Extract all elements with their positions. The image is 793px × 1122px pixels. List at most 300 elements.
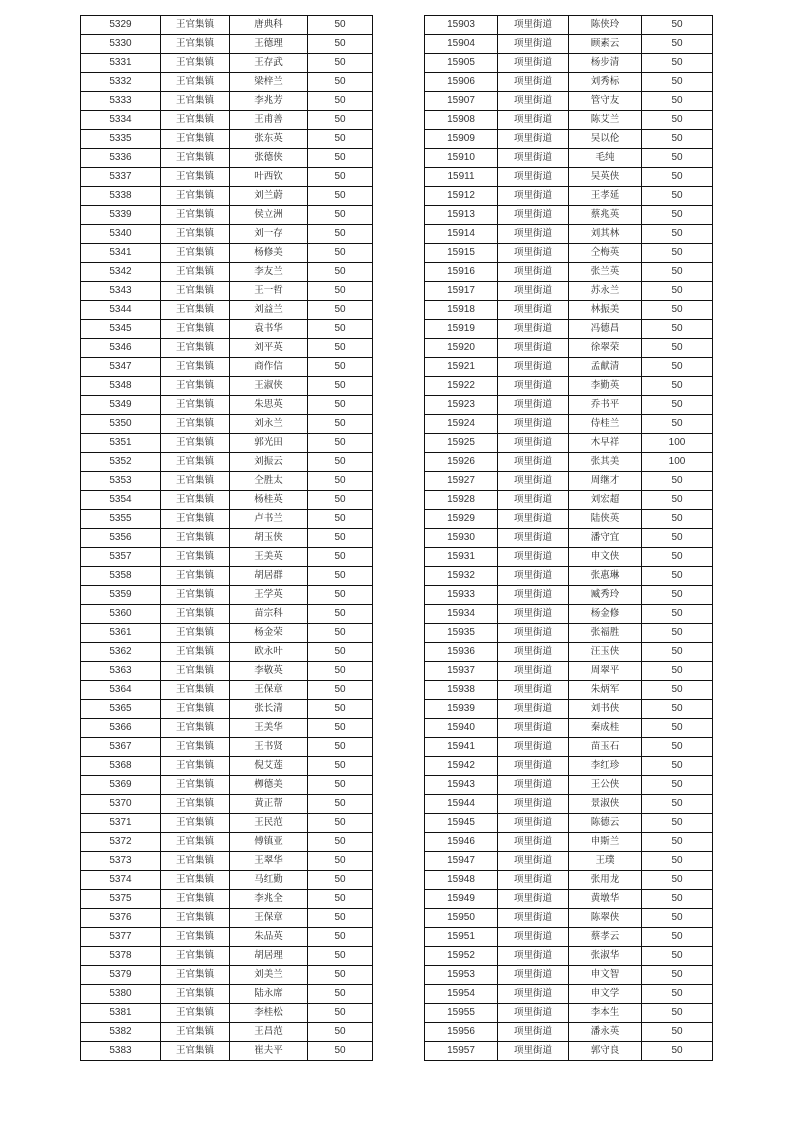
town-cell: 王官集镇 — [161, 586, 230, 605]
town-cell: 王官集镇 — [161, 909, 230, 928]
town-cell: 王官集镇 — [161, 681, 230, 700]
town-cell: 项里街道 — [498, 795, 569, 814]
table-row — [81, 795, 373, 814]
amount-cell: 50 — [308, 339, 373, 358]
serial-number-cell: 5330 — [81, 35, 161, 54]
name-cell: 陈德云 — [569, 814, 642, 833]
town-cell: 王官集镇 — [161, 396, 230, 415]
table-row — [425, 795, 713, 814]
amount-cell: 50 — [308, 548, 373, 567]
serial-number-cell: 15945 — [425, 814, 498, 833]
name-cell: 张兰英 — [569, 263, 642, 282]
serial-number-cell: 5376 — [81, 909, 161, 928]
table-row — [425, 320, 713, 339]
town-cell: 王官集镇 — [161, 757, 230, 776]
table-row — [425, 719, 713, 738]
table-row — [425, 757, 713, 776]
name-cell: 王存武 — [230, 54, 308, 73]
name-cell: 管守友 — [569, 92, 642, 111]
town-cell: 项里街道 — [498, 130, 569, 149]
amount-cell: 50 — [642, 1042, 713, 1061]
name-cell: 倪艾莲 — [230, 757, 308, 776]
serial-number-cell: 5355 — [81, 510, 161, 529]
table-row — [81, 1023, 373, 1042]
serial-number-cell: 5368 — [81, 757, 161, 776]
serial-number-cell: 15953 — [425, 966, 498, 985]
name-cell: 李敬英 — [230, 662, 308, 681]
serial-number-cell: 5362 — [81, 643, 161, 662]
town-cell: 项里街道 — [498, 320, 569, 339]
serial-number-cell: 15937 — [425, 662, 498, 681]
name-cell: 周继才 — [569, 472, 642, 491]
town-cell: 项里街道 — [498, 814, 569, 833]
serial-number-cell: 5344 — [81, 301, 161, 320]
amount-cell: 50 — [308, 510, 373, 529]
amount-cell: 50 — [308, 605, 373, 624]
name-cell: 王甫善 — [230, 111, 308, 130]
name-cell: 刘振云 — [230, 453, 308, 472]
town-cell: 项里街道 — [498, 206, 569, 225]
town-cell: 王官集镇 — [161, 719, 230, 738]
serial-number-cell: 15910 — [425, 149, 498, 168]
name-cell: 刘兰蔚 — [230, 187, 308, 206]
amount-cell: 50 — [308, 738, 373, 757]
amount-cell: 50 — [308, 529, 373, 548]
table-row — [425, 529, 713, 548]
amount-cell: 50 — [308, 567, 373, 586]
table-row — [81, 377, 373, 396]
amount-cell: 50 — [308, 1042, 373, 1061]
name-cell: 徐翠荣 — [569, 339, 642, 358]
amount-cell: 50 — [308, 700, 373, 719]
amount-cell: 50 — [642, 339, 713, 358]
amount-cell: 50 — [642, 16, 713, 35]
town-cell: 项里街道 — [498, 358, 569, 377]
table-row — [425, 16, 713, 35]
town-cell: 王官集镇 — [161, 833, 230, 852]
serial-number-cell: 5379 — [81, 966, 161, 985]
table-row — [81, 890, 373, 909]
amount-cell: 50 — [642, 301, 713, 320]
name-cell: 王公侠 — [569, 776, 642, 795]
serial-number-cell: 5329 — [81, 16, 161, 35]
name-cell: 顾素云 — [569, 35, 642, 54]
table-row — [425, 187, 713, 206]
serial-number-cell: 15925 — [425, 434, 498, 453]
name-cell: 王书贤 — [230, 738, 308, 757]
town-cell: 王官集镇 — [161, 1042, 230, 1061]
name-cell: 陆侠英 — [569, 510, 642, 529]
name-cell: 袁书华 — [230, 320, 308, 339]
serial-number-cell: 5350 — [81, 415, 161, 434]
table-row — [425, 1023, 713, 1042]
name-cell: 蔡兆英 — [569, 206, 642, 225]
serial-number-cell: 5383 — [81, 1042, 161, 1061]
name-cell: 李兆全 — [230, 890, 308, 909]
town-cell: 王官集镇 — [161, 795, 230, 814]
amount-cell: 50 — [642, 624, 713, 643]
town-cell: 项里街道 — [498, 548, 569, 567]
table-row — [81, 529, 373, 548]
amount-cell: 50 — [308, 149, 373, 168]
town-cell: 王官集镇 — [161, 35, 230, 54]
amount-cell: 50 — [642, 1004, 713, 1023]
amount-cell: 50 — [642, 491, 713, 510]
name-cell: 王淑侠 — [230, 377, 308, 396]
town-cell: 王官集镇 — [161, 852, 230, 871]
table-row — [81, 358, 373, 377]
name-cell: 商作信 — [230, 358, 308, 377]
name-cell: 苏永兰 — [569, 282, 642, 301]
town-cell: 王官集镇 — [161, 605, 230, 624]
table-row — [425, 377, 713, 396]
serial-number-cell: 15943 — [425, 776, 498, 795]
serial-number-cell: 15926 — [425, 453, 498, 472]
name-cell: 杨步清 — [569, 54, 642, 73]
name-cell: 刘永兰 — [230, 415, 308, 434]
table-row — [425, 111, 713, 130]
serial-number-cell: 5332 — [81, 73, 161, 92]
town-cell: 王官集镇 — [161, 567, 230, 586]
amount-cell: 50 — [642, 92, 713, 111]
table-row — [81, 301, 373, 320]
town-cell: 项里街道 — [498, 491, 569, 510]
name-cell: 景淑侠 — [569, 795, 642, 814]
name-cell: 李红珍 — [569, 757, 642, 776]
town-cell: 项里街道 — [498, 16, 569, 35]
amount-cell: 50 — [642, 187, 713, 206]
serial-number-cell: 5359 — [81, 586, 161, 605]
name-cell: 仝梅英 — [569, 244, 642, 263]
name-cell: 张东英 — [230, 130, 308, 149]
amount-cell: 50 — [642, 567, 713, 586]
serial-number-cell: 15912 — [425, 187, 498, 206]
table-row — [425, 814, 713, 833]
town-cell: 王官集镇 — [161, 377, 230, 396]
name-cell: 刘一存 — [230, 225, 308, 244]
table-row — [81, 320, 373, 339]
serial-number-cell: 5367 — [81, 738, 161, 757]
amount-cell: 50 — [642, 73, 713, 92]
name-cell: 申斯兰 — [569, 833, 642, 852]
town-cell: 项里街道 — [498, 301, 569, 320]
amount-cell: 50 — [308, 453, 373, 472]
table-row — [81, 35, 373, 54]
town-cell: 王官集镇 — [161, 301, 230, 320]
table-row — [81, 339, 373, 358]
table-row — [81, 624, 373, 643]
town-cell: 项里街道 — [498, 168, 569, 187]
amount-cell: 50 — [308, 852, 373, 871]
amount-cell: 50 — [308, 1004, 373, 1023]
name-cell: 张用龙 — [569, 871, 642, 890]
town-cell: 项里街道 — [498, 567, 569, 586]
town-cell: 王官集镇 — [161, 130, 230, 149]
amount-cell: 50 — [642, 757, 713, 776]
name-cell: 张长清 — [230, 700, 308, 719]
amount-cell: 50 — [308, 434, 373, 453]
table-row — [425, 871, 713, 890]
table-row — [81, 54, 373, 73]
town-cell: 王官集镇 — [161, 890, 230, 909]
name-cell: 潘永英 — [569, 1023, 642, 1042]
town-cell: 项里街道 — [498, 1042, 569, 1061]
town-cell: 王官集镇 — [161, 548, 230, 567]
name-cell: 胡玉侠 — [230, 529, 308, 548]
table-row — [425, 35, 713, 54]
serial-number-cell: 5369 — [81, 776, 161, 795]
table-row — [81, 130, 373, 149]
table-row — [425, 700, 713, 719]
table-row — [81, 909, 373, 928]
town-cell: 项里街道 — [498, 928, 569, 947]
table-row — [81, 852, 373, 871]
serial-number-cell: 15951 — [425, 928, 498, 947]
name-cell: 张德侠 — [230, 149, 308, 168]
town-cell: 王官集镇 — [161, 187, 230, 206]
name-cell: 刘其林 — [569, 225, 642, 244]
amount-cell: 50 — [642, 111, 713, 130]
amount-cell: 50 — [308, 662, 373, 681]
name-cell: 王德理 — [230, 35, 308, 54]
amount-cell: 50 — [308, 282, 373, 301]
table-row — [425, 947, 713, 966]
serial-number-cell: 5360 — [81, 605, 161, 624]
serial-number-cell: 15922 — [425, 377, 498, 396]
name-cell: 申文侠 — [569, 548, 642, 567]
serial-number-cell: 5380 — [81, 985, 161, 1004]
town-cell: 王官集镇 — [161, 928, 230, 947]
amount-cell: 50 — [308, 320, 373, 339]
town-cell: 王官集镇 — [161, 149, 230, 168]
name-cell: 苗宗科 — [230, 605, 308, 624]
town-cell: 王官集镇 — [161, 738, 230, 757]
serial-number-cell: 15947 — [425, 852, 498, 871]
town-cell: 王官集镇 — [161, 700, 230, 719]
name-cell: 申文智 — [569, 966, 642, 985]
serial-number-cell: 15948 — [425, 871, 498, 890]
town-cell: 项里街道 — [498, 700, 569, 719]
name-cell: 林振美 — [569, 301, 642, 320]
serial-number-cell: 5337 — [81, 168, 161, 187]
name-cell: 黄正帮 — [230, 795, 308, 814]
serial-number-cell: 15918 — [425, 301, 498, 320]
serial-number-cell: 15921 — [425, 358, 498, 377]
serial-number-cell: 15956 — [425, 1023, 498, 1042]
amount-cell: 50 — [308, 35, 373, 54]
table-row — [425, 681, 713, 700]
serial-number-cell: 5341 — [81, 244, 161, 263]
name-cell: 梁梓兰 — [230, 73, 308, 92]
name-cell: 王昌范 — [230, 1023, 308, 1042]
serial-number-cell: 15905 — [425, 54, 498, 73]
amount-cell: 50 — [642, 206, 713, 225]
table-row — [425, 852, 713, 871]
table-row — [81, 757, 373, 776]
amount-cell: 50 — [642, 130, 713, 149]
name-cell: 胡居群 — [230, 567, 308, 586]
name-cell: 李友兰 — [230, 263, 308, 282]
serial-number-cell: 15911 — [425, 168, 498, 187]
name-cell: 郭守良 — [569, 1042, 642, 1061]
serial-number-cell: 5351 — [81, 434, 161, 453]
amount-cell: 50 — [642, 149, 713, 168]
table-row — [81, 928, 373, 947]
amount-cell: 50 — [642, 396, 713, 415]
name-cell: 王保章 — [230, 909, 308, 928]
amount-cell: 50 — [642, 586, 713, 605]
table-row — [81, 472, 373, 491]
amount-cell: 50 — [308, 111, 373, 130]
town-cell: 王官集镇 — [161, 73, 230, 92]
town-cell: 项里街道 — [498, 453, 569, 472]
table-row — [81, 833, 373, 852]
serial-number-cell: 15957 — [425, 1042, 498, 1061]
serial-number-cell: 15903 — [425, 16, 498, 35]
name-cell: 冯德昌 — [569, 320, 642, 339]
serial-number-cell: 5358 — [81, 567, 161, 586]
table-row — [81, 453, 373, 472]
town-cell: 王官集镇 — [161, 225, 230, 244]
serial-number-cell: 5349 — [81, 396, 161, 415]
town-cell: 王官集镇 — [161, 92, 230, 111]
amount-cell: 50 — [308, 814, 373, 833]
name-cell: 陈侠玲 — [569, 16, 642, 35]
amount-cell: 50 — [642, 909, 713, 928]
amount-cell: 50 — [308, 586, 373, 605]
name-cell: 郭光田 — [230, 434, 308, 453]
town-cell: 王官集镇 — [161, 814, 230, 833]
serial-number-cell: 5346 — [81, 339, 161, 358]
amount-cell: 50 — [308, 947, 373, 966]
table-row — [81, 415, 373, 434]
amount-cell: 50 — [308, 377, 373, 396]
table-row — [425, 567, 713, 586]
town-cell: 项里街道 — [498, 339, 569, 358]
name-cell: 王美英 — [230, 548, 308, 567]
serial-number-cell: 15936 — [425, 643, 498, 662]
name-cell: 杨金荣 — [230, 624, 308, 643]
table-row — [81, 586, 373, 605]
town-cell: 项里街道 — [498, 738, 569, 757]
name-cell: 王一哲 — [230, 282, 308, 301]
name-cell: 王保章 — [230, 681, 308, 700]
amount-cell: 50 — [642, 605, 713, 624]
table-row — [425, 605, 713, 624]
table-row — [425, 415, 713, 434]
amount-cell: 50 — [642, 415, 713, 434]
name-cell: 王孝延 — [569, 187, 642, 206]
name-cell: 刘美兰 — [230, 966, 308, 985]
amount-cell: 50 — [308, 54, 373, 73]
name-cell: 杨桂英 — [230, 491, 308, 510]
amount-cell: 50 — [308, 301, 373, 320]
serial-number-cell: 15914 — [425, 225, 498, 244]
name-cell: 李桂松 — [230, 1004, 308, 1023]
town-cell: 王官集镇 — [161, 415, 230, 434]
amount-cell: 50 — [642, 1023, 713, 1042]
serial-number-cell: 5347 — [81, 358, 161, 377]
name-cell: 叶西钦 — [230, 168, 308, 187]
amount-cell: 100 — [642, 434, 713, 453]
name-cell: 马红勤 — [230, 871, 308, 890]
serial-number-cell: 15946 — [425, 833, 498, 852]
town-cell: 项里街道 — [498, 757, 569, 776]
table-row — [81, 1004, 373, 1023]
serial-number-cell: 15904 — [425, 35, 498, 54]
serial-number-cell: 15935 — [425, 624, 498, 643]
serial-number-cell: 5365 — [81, 700, 161, 719]
table-row — [425, 985, 713, 1004]
name-cell: 杨金修 — [569, 605, 642, 624]
town-cell: 项里街道 — [498, 586, 569, 605]
table-row — [81, 1042, 373, 1061]
town-cell: 项里街道 — [498, 263, 569, 282]
amount-cell: 50 — [308, 206, 373, 225]
left-table-body — [81, 16, 373, 1061]
town-cell: 项里街道 — [498, 909, 569, 928]
amount-cell: 50 — [642, 662, 713, 681]
table-row — [425, 434, 713, 453]
name-cell: 朱品英 — [230, 928, 308, 947]
name-cell: 陈翠侠 — [569, 909, 642, 928]
amount-cell: 50 — [642, 833, 713, 852]
table-row — [81, 700, 373, 719]
amount-cell: 50 — [642, 643, 713, 662]
name-cell: 崔夫平 — [230, 1042, 308, 1061]
amount-cell: 50 — [642, 738, 713, 757]
town-cell: 项里街道 — [498, 434, 569, 453]
serial-number-cell: 5333 — [81, 92, 161, 111]
town-cell: 王官集镇 — [161, 206, 230, 225]
table-row — [81, 187, 373, 206]
town-cell: 项里街道 — [498, 54, 569, 73]
amount-cell: 50 — [642, 225, 713, 244]
name-cell: 汪玉侠 — [569, 643, 642, 662]
table-row — [81, 168, 373, 187]
table-row — [81, 244, 373, 263]
amount-cell: 50 — [308, 795, 373, 814]
table-row — [425, 396, 713, 415]
serial-number-cell: 15924 — [425, 415, 498, 434]
serial-number-cell: 5382 — [81, 1023, 161, 1042]
town-cell: 项里街道 — [498, 985, 569, 1004]
town-cell: 项里街道 — [498, 833, 569, 852]
name-cell: 朱炳军 — [569, 681, 642, 700]
serial-number-cell: 15939 — [425, 700, 498, 719]
town-cell: 项里街道 — [498, 605, 569, 624]
amount-cell: 50 — [642, 282, 713, 301]
serial-number-cell: 15942 — [425, 757, 498, 776]
amount-cell: 50 — [308, 187, 373, 206]
amount-cell: 50 — [308, 643, 373, 662]
amount-cell: 50 — [308, 928, 373, 947]
amount-cell: 50 — [308, 263, 373, 282]
serial-number-cell: 5374 — [81, 871, 161, 890]
table-row — [81, 681, 373, 700]
name-cell: 朱思英 — [230, 396, 308, 415]
town-cell: 王官集镇 — [161, 434, 230, 453]
name-cell: 臧秀玲 — [569, 586, 642, 605]
table-row — [425, 890, 713, 909]
amount-cell: 50 — [642, 928, 713, 947]
serial-number-cell: 15949 — [425, 890, 498, 909]
amount-cell: 50 — [642, 719, 713, 738]
name-cell: 傅镇亚 — [230, 833, 308, 852]
serial-number-cell: 15923 — [425, 396, 498, 415]
town-cell: 王官集镇 — [161, 491, 230, 510]
serial-number-cell: 15930 — [425, 529, 498, 548]
